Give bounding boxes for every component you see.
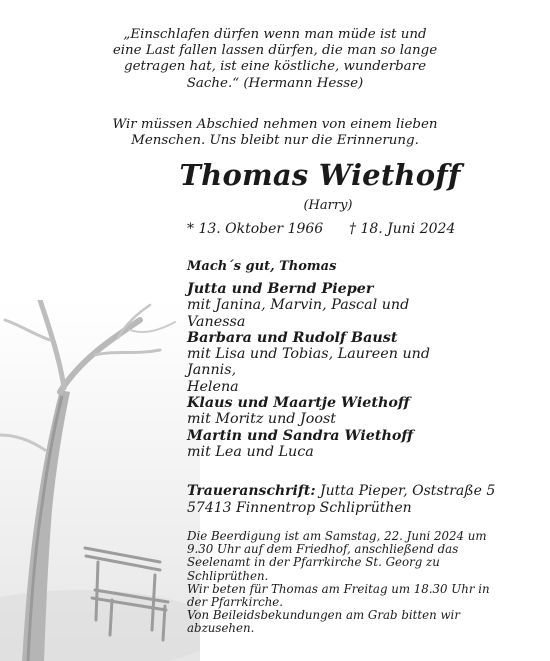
- quote-line: getragen hat, ist eine köstliche, wunderbare: [124, 59, 426, 75]
- farewell-text: [70, 117, 480, 149]
- notice-line: Wir beten für Thomas am Freitag um 18.30 Uhr in: [187, 581, 490, 596]
- mourner-family-members: mit Janina, Marvin, Pascal und: [187, 297, 410, 314]
- condolence-address: [187, 483, 527, 517]
- funeral-notice: [187, 530, 527, 636]
- mourner-family-members: mit Lisa und Tobias, Laureen und: [187, 346, 431, 363]
- mourner-family-members: Jannis,: [187, 362, 237, 379]
- farewell-line: Wir müssen Abschied nehmen von einem lieben: [112, 117, 438, 132]
- quote-line: eine Last fallen lassen dürfen, die man so lange: [112, 43, 438, 59]
- mourner-family-members: Vanessa: [187, 313, 246, 330]
- address-line-1: Jutta Pieper, Oststraße 5: [315, 483, 496, 499]
- mourner-family-head: Jutta und Bernd Pieper: [187, 281, 374, 297]
- mourners-list: [187, 281, 487, 460]
- mourner-family-head: Martin und Sandra Wiethoff: [187, 427, 414, 444]
- address-label: Traueranschrift:: [187, 483, 316, 499]
- life-dates: [187, 221, 477, 237]
- deceased-nickname: (Harry): [303, 198, 353, 213]
- notice-line: Seelenamt in der Pfarrkirche St. Georg zu: [187, 555, 440, 570]
- notice-line: abzusehen.: [187, 621, 255, 636]
- notice-line: 9.30 Uhr auf dem Friedhof, anschließend das: [187, 542, 459, 557]
- quote-line: Sache.“ (Hermann Hesse): [186, 75, 364, 91]
- notice-line: Schliprüthen.: [187, 568, 269, 583]
- deceased-name: Thomas Wiethoff: [179, 158, 461, 192]
- birth-date: * 13. Oktober 1966: [187, 221, 324, 237]
- mourner-family-head: Barbara und Rudolf Baust: [187, 329, 398, 346]
- tree-and-bench-illustration: [0, 300, 200, 661]
- mourner-family-members: Helena: [187, 378, 239, 395]
- notice-line: Die Beerdigung ist am Samstag, 22. Juni 2024 um: [187, 529, 487, 543]
- quote-line: „Einschlafen dürfen wenn man müde ist und: [123, 27, 427, 42]
- mourner-family-head: Klaus und Maartje Wiethoff: [187, 395, 410, 412]
- notice-line: der Pfarrkirche.: [187, 595, 284, 610]
- address-line-2: 57413 Finnentrop Schliprüthen: [187, 500, 412, 516]
- hesse-quote: [60, 27, 490, 92]
- mourner-family-members: mit Moritz und Joost: [187, 411, 337, 428]
- farewell-line: Menschen. Uns bleibt nur die Erinnerung.: [131, 133, 419, 149]
- death-date: † 18. Juni 2024: [349, 221, 456, 237]
- mourner-family-members: mit Lea und Luca: [187, 443, 314, 460]
- goodbye-line: Mach´s gut, Thomas: [187, 259, 337, 274]
- notice-line: Von Beileidsbekundungen am Grab bitten wir: [187, 608, 460, 623]
